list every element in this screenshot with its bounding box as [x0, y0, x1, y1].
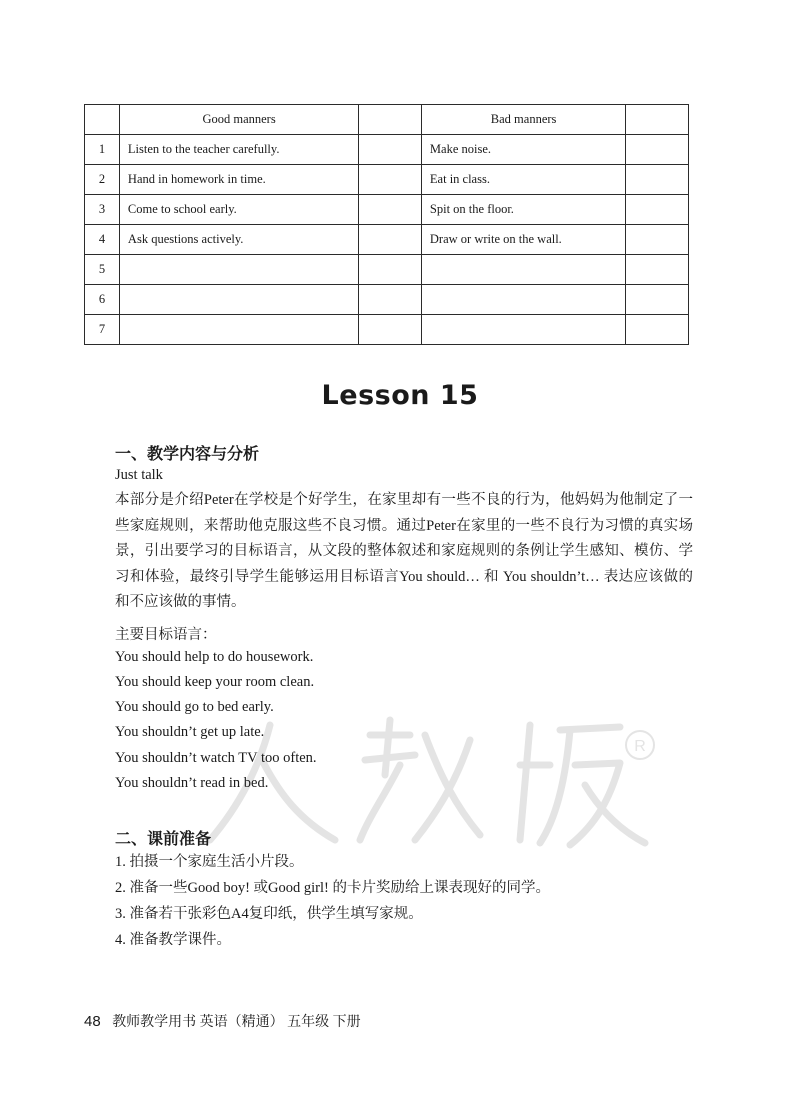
blank-cell [626, 285, 689, 315]
blank-cell [626, 195, 689, 225]
table-row [85, 255, 689, 285]
blank-cell [626, 255, 689, 285]
bad-manner-cell [421, 285, 625, 315]
registered-mark-icon [626, 731, 654, 759]
table-row [85, 225, 689, 255]
blank-cell [359, 315, 422, 345]
manners-table [84, 104, 689, 345]
preparation-item: 1. 拍摄一个家庭生活小片段。 [115, 854, 304, 870]
row-number: 5 [85, 255, 120, 285]
table-row [85, 165, 689, 195]
blank-cell [626, 225, 689, 255]
svg-text:R: R [634, 738, 646, 755]
publisher-watermark [200, 705, 670, 855]
good-manner-cell: Hand in homework in time. [119, 165, 358, 195]
good-manner-cell [119, 255, 358, 285]
target-sentence: You should help to do housework. [115, 649, 314, 665]
row-number: 7 [85, 315, 120, 345]
table-row [85, 135, 689, 165]
target-sentence: You should go to bed early. [115, 699, 274, 715]
good-manner-cell: Ask questions actively. [119, 225, 358, 255]
blank-cell [359, 225, 422, 255]
preparation-item: 4. 准备教学课件。 [115, 932, 231, 948]
table-header-blank [359, 105, 422, 135]
blank-cell [359, 135, 422, 165]
table-header-row [85, 105, 689, 135]
good-manner-cell: Listen to the teacher carefully. [119, 135, 358, 165]
lesson-title: Lesson 15 [321, 380, 479, 411]
target-language-label: 主要目标语言： [115, 627, 217, 643]
bad-manner-cell: Make noise. [421, 135, 625, 165]
subheading-just-talk: Just talk [115, 467, 163, 483]
target-sentence: You shouldn’t watch TV too often. [115, 750, 317, 766]
blank-cell [626, 165, 689, 195]
preparation-item: 2. 准备一些Good boy! 或Good girl! 的卡片奖励给上课表现好的同学。 [115, 880, 550, 896]
book-title: 教师教学用书 英语（精通） 五年级 下册 [112, 1015, 361, 1030]
good-manner-cell [119, 315, 358, 345]
preparation-item: 3. 准备若干张彩色A4复印纸，供学生填写家规。 [115, 906, 423, 922]
blank-cell [626, 315, 689, 345]
good-manner-cell [119, 285, 358, 315]
section-heading-content-analysis: 一、教学内容与分析 [115, 444, 260, 463]
good-manner-cell: Come to school early. [119, 195, 358, 225]
analysis-paragraph: 本部分是介绍Peter在学校是个好学生，在家里却有一些不良的行为，他妈妈为他制定了一些家庭规则，来帮助他克服这些不良习惯。通过Peter在家里的一些不良行为习惯的真实场景，引出要学习的目标语言，从文段的整体叙述和家庭规则的条例让学生感知、模仿、学习和体验，最终引导学生能够运用目标语言You should… 和 You shouldn’t… 表达应该做的和不应该做的事情。 [115, 492, 693, 610]
blank-cell [359, 255, 422, 285]
target-sentence: You shouldn’t get up late. [115, 724, 265, 740]
watermark-logo-icon [200, 705, 670, 855]
table-row [85, 315, 689, 345]
blank-cell [359, 165, 422, 195]
bad-manner-cell: Draw or write on the wall. [421, 225, 625, 255]
table-header-blank [626, 105, 689, 135]
bad-manner-cell: Spit on the floor. [421, 195, 625, 225]
bad-manner-cell [421, 315, 625, 345]
blank-cell [626, 135, 689, 165]
row-number: 6 [85, 285, 120, 315]
table-header-num [85, 105, 120, 135]
page-footer [84, 1011, 361, 1031]
target-sentence: You should keep your room clean. [115, 674, 315, 690]
blank-cell [359, 195, 422, 225]
table-row [85, 195, 689, 225]
target-sentence: You shouldn’t read in bed. [115, 775, 269, 791]
bad-manner-cell [421, 255, 625, 285]
table-header-bad-manners: Bad manners [421, 105, 625, 135]
row-number: 1 [85, 135, 120, 165]
bad-manner-cell: Eat in class. [421, 165, 625, 195]
row-number: 4 [85, 225, 120, 255]
row-number: 2 [85, 165, 120, 195]
table-row [85, 285, 689, 315]
blank-cell [359, 285, 422, 315]
page-number: 48 [84, 1013, 101, 1030]
row-number: 3 [85, 195, 120, 225]
section-heading-preparation: 二、课前准备 [115, 829, 212, 848]
table-header-good-manners: Good manners [119, 105, 358, 135]
